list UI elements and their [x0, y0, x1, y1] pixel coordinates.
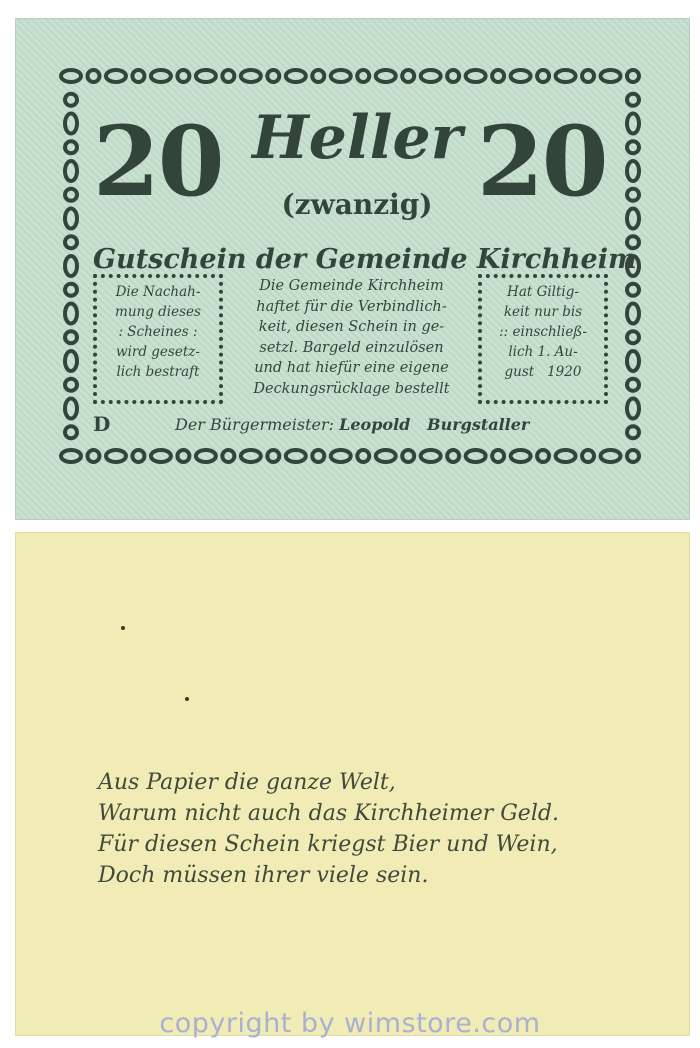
- border-chain-link: [627, 189, 639, 201]
- banknote-front: [15, 18, 690, 520]
- warning-box: [93, 274, 223, 404]
- warning-line: lich bestraft: [116, 364, 200, 380]
- border-chain-link: [87, 70, 99, 82]
- border-chain-link: [286, 70, 306, 82]
- validity-line: lich 1. Au-: [508, 344, 578, 360]
- border-chain-link: [106, 450, 126, 462]
- border-chain-link: [151, 450, 171, 462]
- border-chain-link: [466, 70, 486, 82]
- border-chain-link: [627, 94, 639, 106]
- border-chain-link: [492, 70, 504, 82]
- banknote-back: [15, 532, 690, 1036]
- liability-line: keit, diesen Schein in ge-: [258, 319, 445, 335]
- border-chain-link: [627, 426, 639, 438]
- border-chain-link: [466, 450, 486, 462]
- border-chain-link: [627, 331, 639, 343]
- border-chain-link: [177, 70, 189, 82]
- border-chain-link: [286, 450, 306, 462]
- poem-line: Doch müssen ihrer viele sein.: [98, 863, 429, 888]
- border-chain-link: [556, 70, 576, 82]
- border-chain-link: [222, 70, 234, 82]
- border-chain-link: [222, 450, 234, 462]
- border-chain-link: [65, 351, 77, 371]
- border-chain-link: [65, 426, 77, 438]
- border-chain-link: [65, 141, 77, 153]
- paper-speck: [121, 626, 125, 630]
- border-chain-link: [556, 450, 576, 462]
- border-chain-link: [267, 450, 279, 462]
- border-chain-link: [312, 450, 324, 462]
- border-chain-link: [376, 450, 396, 462]
- border-chain-link: [582, 70, 594, 82]
- border-chain-link: [537, 450, 549, 462]
- validity-line: gust 1920: [504, 364, 582, 380]
- border-chain-link: [421, 70, 441, 82]
- border-chain-link: [65, 331, 77, 343]
- border-chain-link: [61, 450, 81, 462]
- border-chain-link: [492, 450, 504, 462]
- poem-line: Warum nicht auch das Kirchheimer Geld.: [98, 801, 559, 826]
- border-chain-link: [627, 450, 639, 462]
- border-chain-link: [627, 161, 639, 181]
- liability-line: haftet für die Verbindlich-: [256, 298, 447, 315]
- paper-speck: [185, 697, 189, 701]
- border-chain-link: [65, 256, 77, 276]
- border-chain-link: [65, 379, 77, 391]
- border-chain-link: [447, 70, 459, 82]
- border-chain-link: [267, 70, 279, 82]
- liability-line: und hat hiefür eine eigene: [254, 360, 449, 376]
- signature-line: [175, 415, 529, 434]
- border-chain-link: [65, 209, 77, 229]
- border-chain-link: [312, 70, 324, 82]
- border-chain-link: [132, 70, 144, 82]
- signature-label: Der Bürgermeister:: [175, 415, 335, 434]
- border-chain-link: [61, 70, 81, 82]
- denomination-right: 20: [477, 105, 607, 218]
- liability-text: [229, 276, 474, 399]
- border-chain-link: [447, 450, 459, 462]
- denomination-left: 20: [93, 105, 223, 218]
- border-chain-link: [421, 450, 441, 462]
- warning-line: Die Nachah-: [115, 284, 201, 300]
- border-chain-link: [627, 351, 639, 371]
- denomination-words: (zwanzig): [281, 188, 433, 221]
- border-chain-link: [87, 450, 99, 462]
- border-chain-link: [65, 161, 77, 181]
- border-chain-link: [627, 284, 639, 296]
- liability-line: setzl. Bargeld einzulösen: [259, 339, 444, 356]
- warning-line: : Scheines :: [118, 324, 198, 340]
- border-chain-link: [106, 70, 126, 82]
- border-chain-link: [331, 450, 351, 462]
- border-chain-link: [537, 70, 549, 82]
- border-chain-link: [357, 450, 369, 462]
- poem-line: Für diesen Schein kriegst Bier und Wein,: [98, 832, 558, 857]
- border-chain-link: [65, 399, 77, 419]
- currency-heller: Heller: [252, 103, 463, 173]
- liability-line: Deckungsrücklage bestellt: [253, 380, 450, 397]
- border-chain-link: [627, 304, 639, 324]
- border-chain-link: [331, 70, 351, 82]
- validity-line: :: einschließ-: [499, 324, 587, 340]
- note-title: Gutschein der Gemeinde Kirchheim: [93, 244, 637, 275]
- border-chain-link: [511, 70, 531, 82]
- border-chain-link: [241, 70, 261, 82]
- border-chain-link: [402, 70, 414, 82]
- border-chain-link: [65, 94, 77, 106]
- border-chain-link: [196, 70, 216, 82]
- border-chain-link: [196, 450, 216, 462]
- border-chain-link: [177, 450, 189, 462]
- poem: [98, 767, 678, 891]
- warning-line: wird gesetz-: [116, 344, 200, 360]
- border-chain-link: [601, 70, 621, 82]
- border-chain-link: [627, 141, 639, 153]
- border-chain-link: [582, 450, 594, 462]
- border-chain-link: [627, 209, 639, 229]
- border-chain-link: [241, 450, 261, 462]
- liability-line: Die Gemeinde Kirchheim: [259, 278, 444, 294]
- border-chain-link: [132, 450, 144, 462]
- border-chain-link: [627, 70, 639, 82]
- border-chain-link: [511, 450, 531, 462]
- border-chain-link: [601, 450, 621, 462]
- border-chain-link: [357, 70, 369, 82]
- border-chain-link: [65, 304, 77, 324]
- border-chain-link: [65, 189, 77, 201]
- border-chain-link: [627, 399, 639, 419]
- signature-name: Leopold Burgstaller: [339, 415, 530, 434]
- border-chain-link: [65, 236, 77, 248]
- validity-line: keit nur bis: [503, 304, 583, 320]
- validity-line: Hat Giltig-: [507, 284, 579, 300]
- warning-line: mung dieses: [115, 304, 201, 320]
- border-chain-link: [627, 379, 639, 391]
- border-chain-link: [627, 114, 639, 134]
- poem-line: Aus Papier die ganze Welt,: [98, 770, 396, 795]
- border-chain-link: [402, 450, 414, 462]
- validity-box: [478, 274, 608, 404]
- copyright-watermark: copyright by wimstore.com: [159, 1008, 541, 1039]
- border-chain-link: [65, 284, 77, 296]
- border-chain-link: [151, 70, 171, 82]
- border-chain-link: [376, 70, 396, 82]
- series-letter: D: [93, 412, 111, 436]
- border-chain-link: [65, 114, 77, 134]
